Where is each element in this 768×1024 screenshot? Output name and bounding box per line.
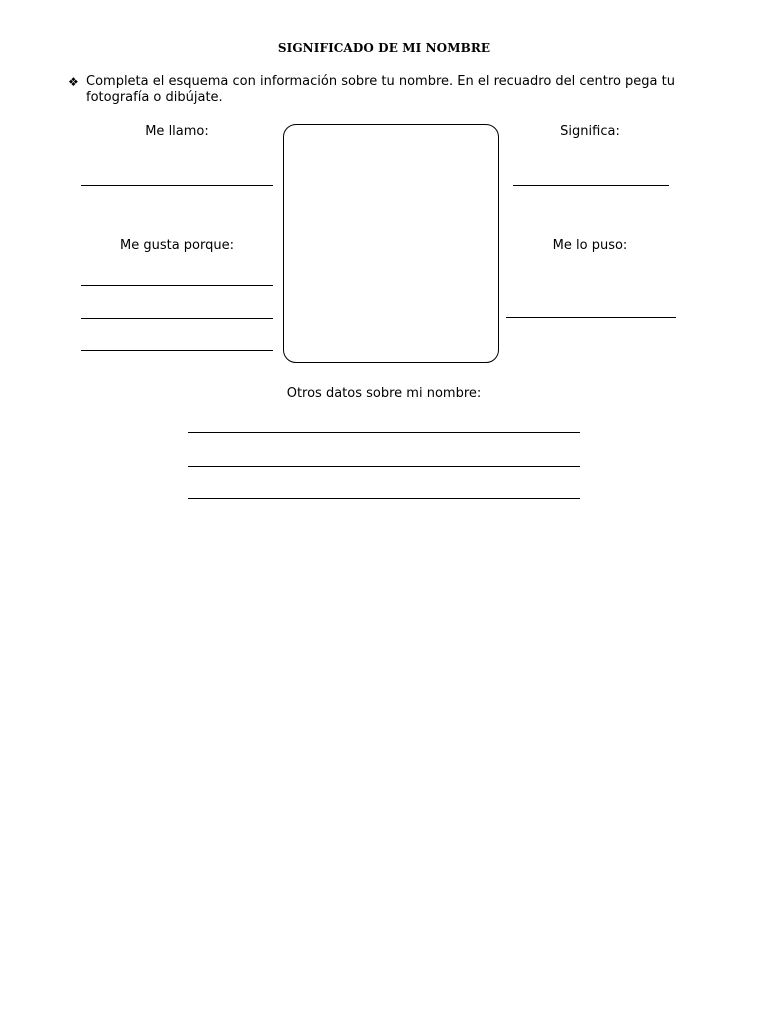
page-title: SIGNIFICADO DE MI NOMBRE [277,41,491,55]
likes-answer-line-2[interactable] [81,318,273,319]
other-data-line-3[interactable] [188,498,580,499]
photo-frame[interactable] [283,124,499,363]
given-by-label: Me lo puso: [552,238,628,253]
other-data-label: Otros datos sobre mi nombre: [286,386,482,401]
likes-answer-line-1[interactable] [81,285,273,286]
four-diamond-bullet-icon: ❖ [68,75,79,89]
other-data-line-2[interactable] [188,466,580,467]
likes-answer-line-3[interactable] [81,350,273,351]
name-answer-line[interactable] [81,185,273,186]
other-data-line-1[interactable] [188,432,580,433]
likes-label: Me gusta porque: [120,238,234,253]
meaning-answer-line[interactable] [513,185,669,186]
meaning-label: Significa: [560,124,620,139]
name-label: Me llamo: [145,124,209,139]
instruction-text: Completa el esquema con información sobre tu nombre. En el recuadro del centro pega tu fotografía o dibújate. [86,74,675,105]
given-by-answer-line[interactable] [506,317,676,318]
